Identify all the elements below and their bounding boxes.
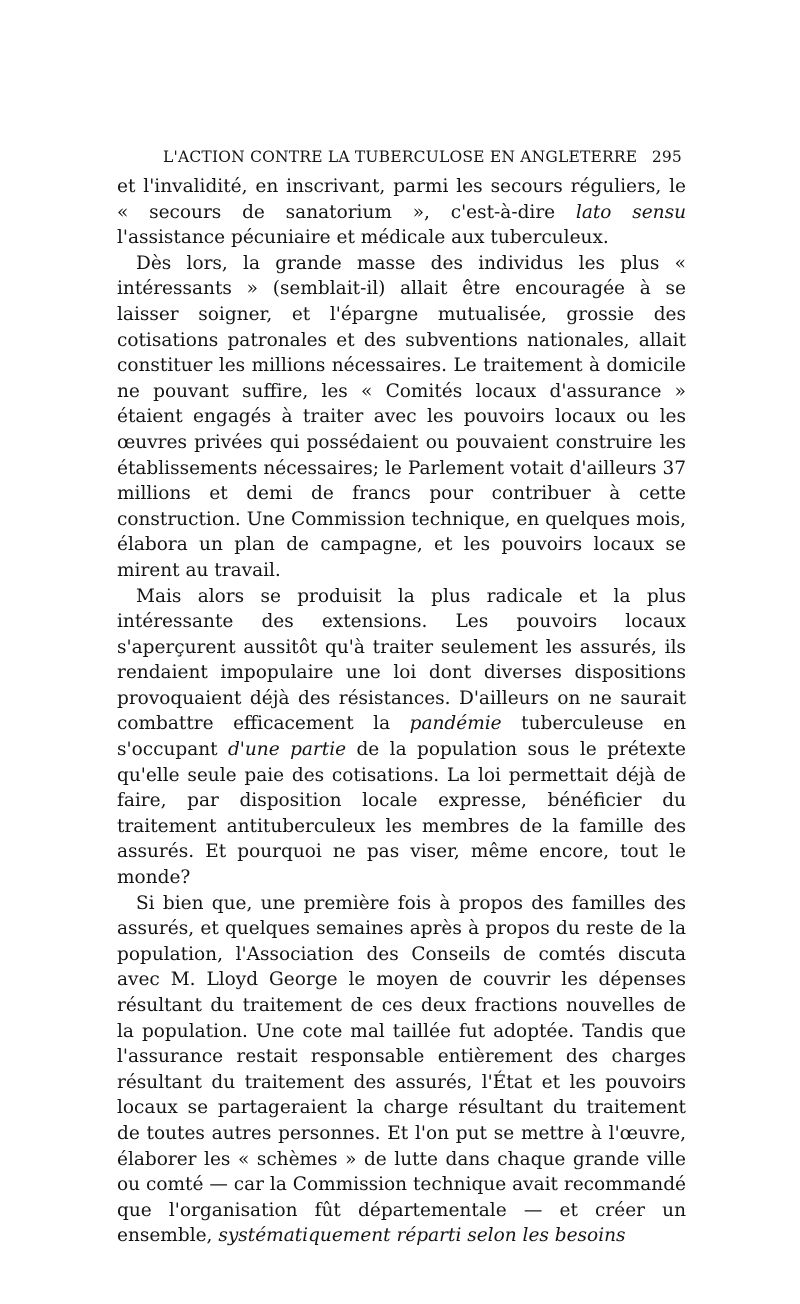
italic-text: d'une partie xyxy=(227,739,347,761)
italic-text: pandémie xyxy=(409,713,502,735)
paragraph xyxy=(117,584,686,891)
paragraph xyxy=(117,174,686,251)
text-run: de la population sous le prétexte qu'elle seule paie des cotisations. La loi permettait déjà de faire, par disposition locale expresse, bénéficier du traitement antituberculeux les membres de la famille des assurés. Et pourquoi ne pas viser, même encore, tout le monde? xyxy=(117,739,686,889)
paragraph xyxy=(117,891,686,1249)
running-head xyxy=(117,138,686,174)
text-run: tuberculeuse en s'occupant xyxy=(117,713,686,761)
text-run: Mais alors se produisit la plus radicale et la plus intéressante des extensions. Les pouvoirs locaux s'aperçurent aussitôt qu'à traiter seulement les assurés, ils rendaient impopulaire une loi dont diverses dispositions provoquaient déjà des résistances. D'ailleurs on ne saurait combattre efficacement la xyxy=(117,585,686,735)
text-run: et l'invalidité, en inscrivant, parmi les secours réguliers, le « secours de sanatorium », c'est-à-dire xyxy=(117,176,686,223)
text-run: Dès lors, la grande masse des individus les plus « intéressants » (semblait-il) allait être encouragée à se laisser soigner, et l'épargne mutualisée, grossie des cotisations patronales et des subventions nationales, allait constituer les millions nécessaires. Le traitement à domicile ne pouvant suffire, les « Comités locaux d'assurance » étaient engagés à traiter avec les pouvoirs locaux ou les œuvres privées qui possédaient ou pouvaient construire les établissements nécessaires; le Parlement votait d'ailleurs 37 millions et demi de francs pour contribuer à cette construction. Une Commission technique, en quelques mois, élabora un plan de campagne, et les pouvoirs locaux se mirent au travail. xyxy=(117,252,686,581)
book-page xyxy=(117,138,686,1249)
page-number: 295 xyxy=(651,148,682,166)
body-text xyxy=(117,174,686,1249)
paragraph xyxy=(117,251,686,584)
running-title: L'ACTION CONTRE LA TUBERCULOSE EN ANGLETERRE xyxy=(163,148,638,166)
text-run: Si bien que, une première fois à propos des familles des assurés, et quelques semaines après à propos du reste de la population, l'Association des Conseils de comtés discuta avec M. Lloyd George le moyen de couvrir les dépenses résultant du traitement de ces deux fractions nouvelles de la population. Une cote mal taillée fut adoptée. Tandis que l'assurance restait responsable entièrement des charges résultant du traitement des assurés, l'État et les pouvoirs locaux se partageraient la charge résultant du traitement de toutes autres personnes. Et l'on put se mettre à l'œuvre, élaborer les « schèmes » de lutte dans chaque grande ville ou comté — car la Commission technique avait recommandé que l'organisation fût départementale — et créer un ensemble, xyxy=(117,892,686,1247)
italic-text: lato sensu xyxy=(575,201,686,223)
text-run: l'assistance pécuniaire et médicale aux tuberculeux. xyxy=(117,227,609,249)
italic-text: systématiquement réparti selon les besoins xyxy=(218,1225,626,1247)
